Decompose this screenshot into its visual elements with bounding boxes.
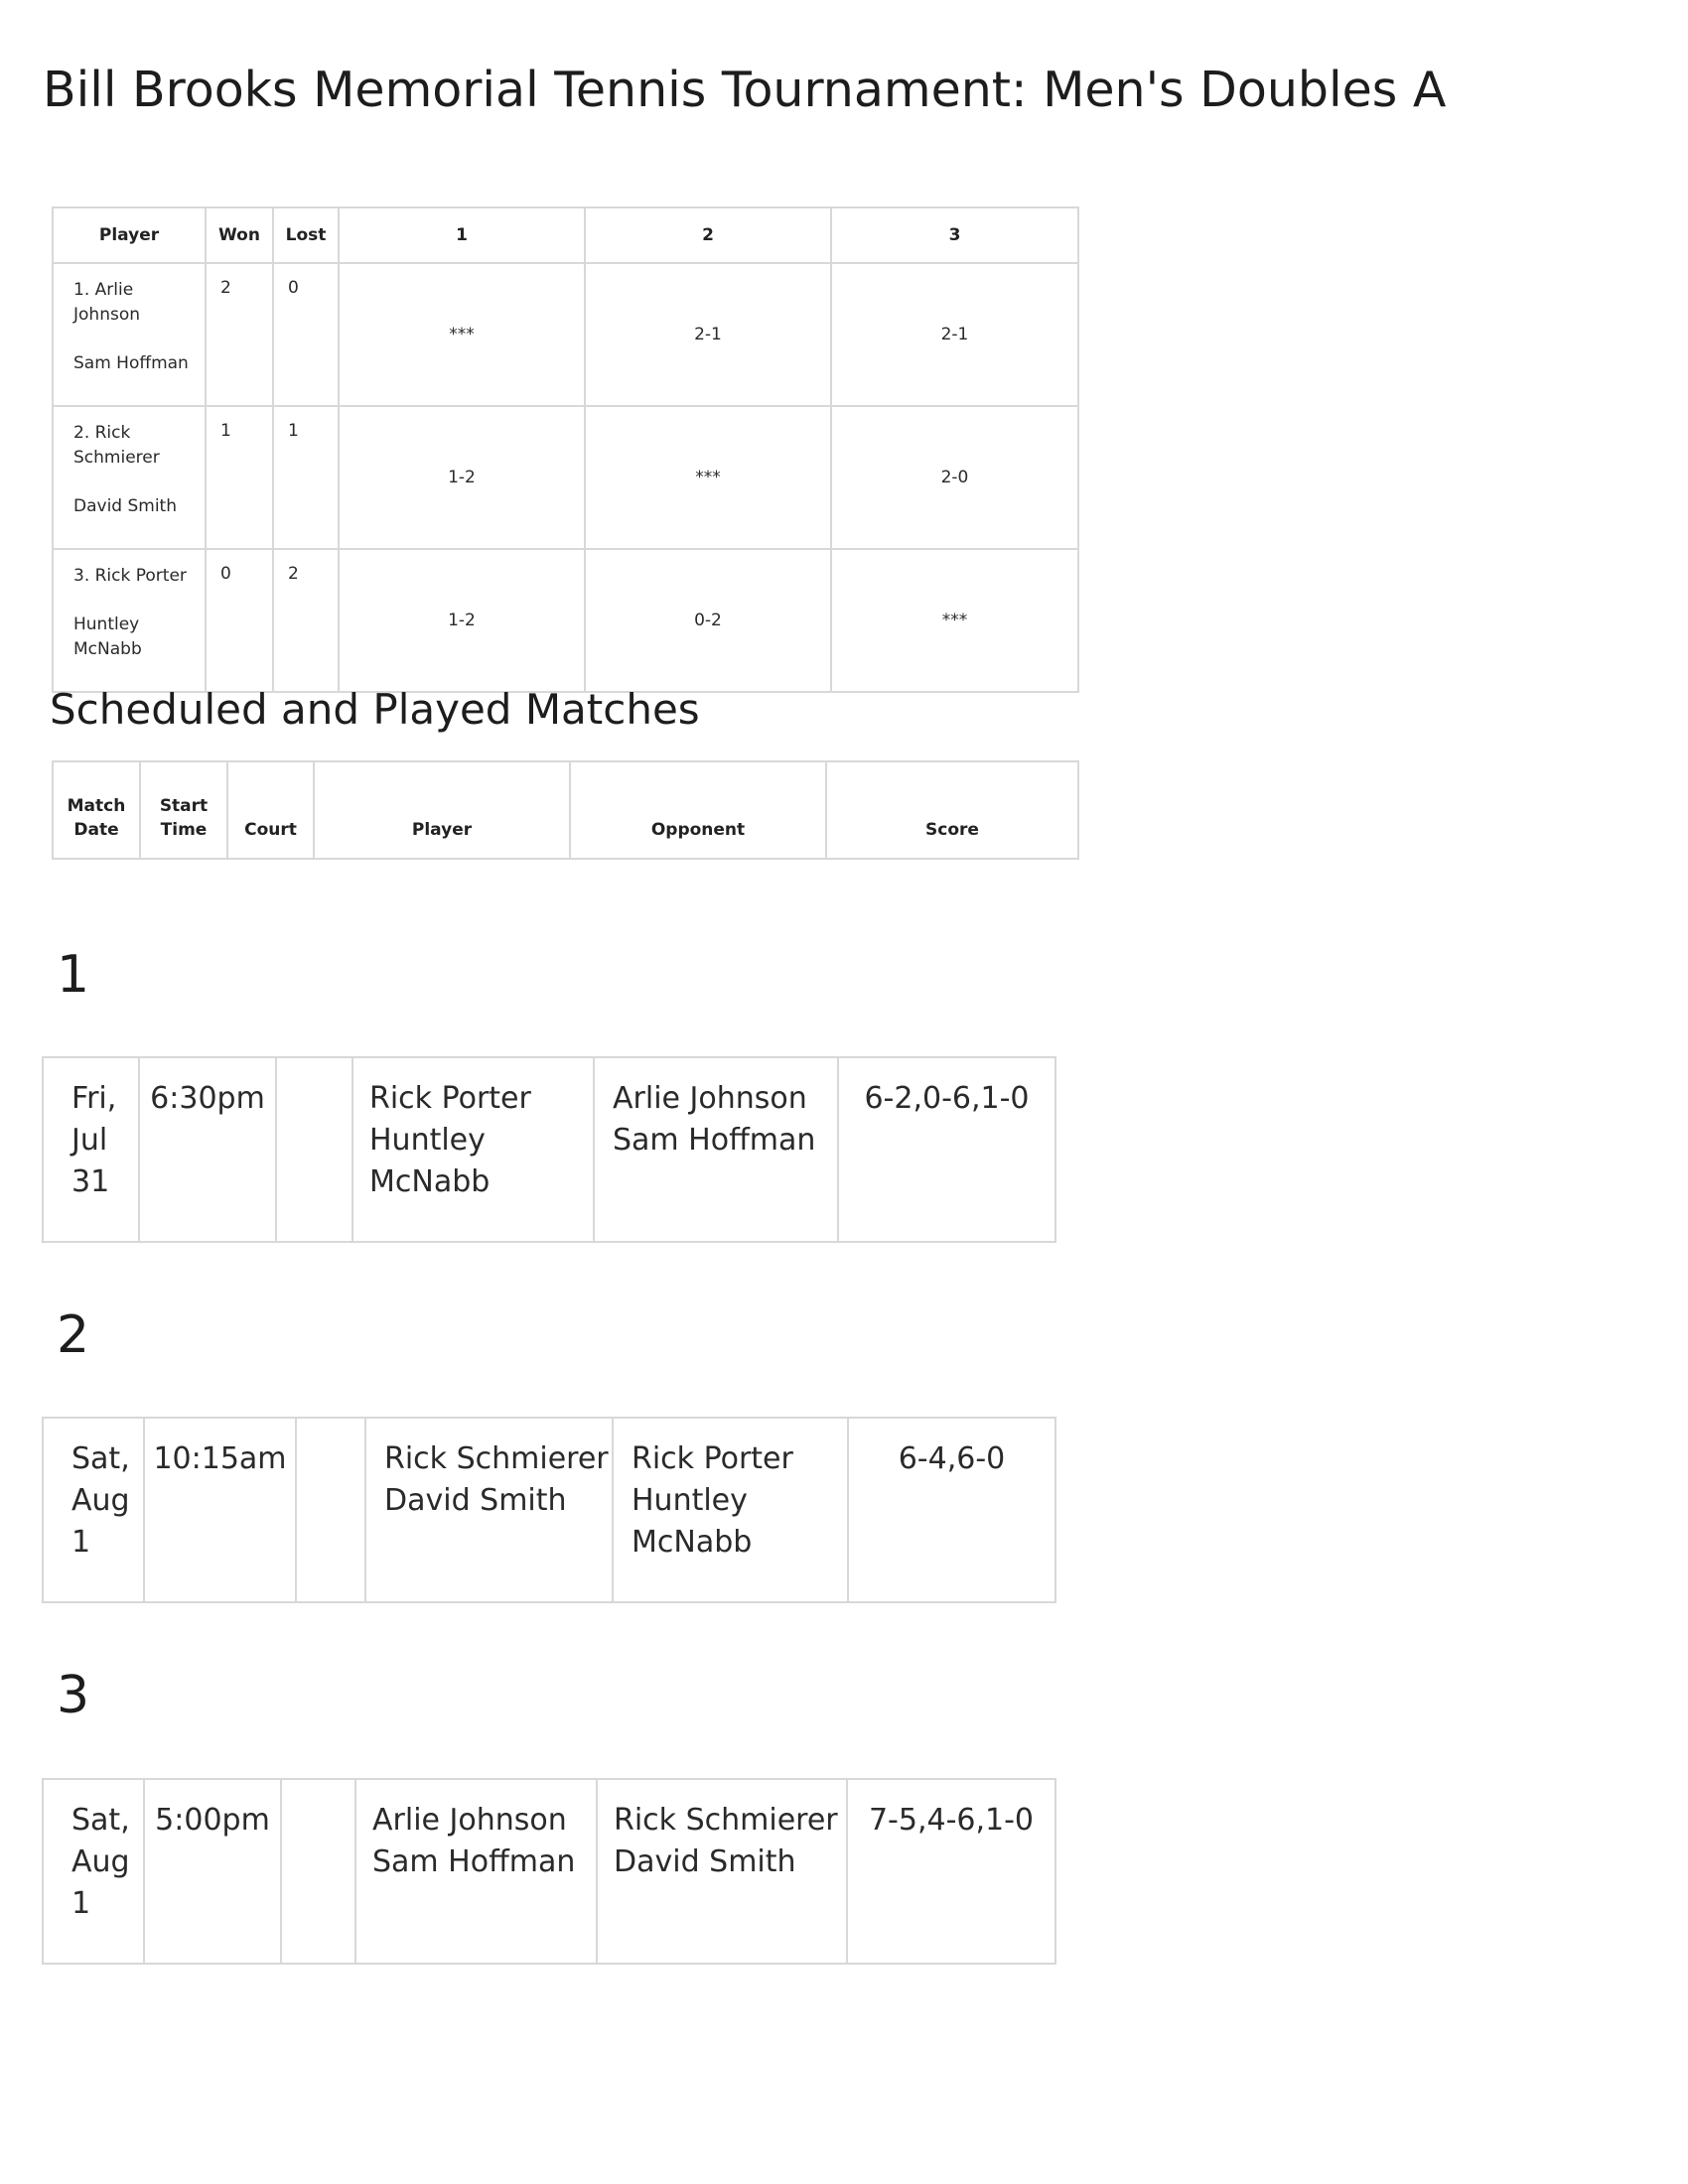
- start-time-cell: 10:15am: [144, 1418, 296, 1602]
- schedule-header-row: [53, 761, 1078, 859]
- partner-name: David Smith: [73, 496, 178, 516]
- player-name: 3. Rick Porter: [73, 566, 187, 586]
- player-name: 2. Rick Schmierer: [73, 423, 160, 468]
- lost-cell: 0: [273, 263, 339, 406]
- round-number: 3: [57, 1666, 90, 1725]
- match-table: [42, 1056, 1056, 1243]
- opponent-line: Huntley: [632, 1483, 748, 1518]
- lost-cell: 2: [273, 549, 339, 692]
- player-cell: [355, 1779, 597, 1964]
- standings-table: [52, 206, 1079, 693]
- header-player: Player: [314, 761, 570, 859]
- header-opponent: Opponent: [570, 761, 826, 859]
- score-cell: 7-5,4-6,1-0: [847, 1779, 1055, 1964]
- won-cell: 1: [206, 406, 273, 549]
- player-line: Huntley: [369, 1123, 486, 1158]
- player-cell: [352, 1057, 594, 1242]
- table-row: [53, 549, 1078, 692]
- player-line: Rick Schmierer: [384, 1441, 609, 1476]
- score-cell: 1-2: [339, 406, 585, 549]
- court-cell: [281, 1779, 355, 1964]
- won-cell: 0: [206, 549, 273, 692]
- header-won: Won: [206, 207, 273, 263]
- score-cell: 0-2: [585, 549, 831, 692]
- match-date-line: 1: [71, 1886, 91, 1921]
- header-round-1: 1: [339, 207, 585, 263]
- match-date-line: 31: [71, 1164, 110, 1199]
- match-date-cell: [43, 1057, 139, 1242]
- match-date-cell: [43, 1779, 144, 1964]
- match-date-cell: [43, 1418, 144, 1602]
- header-round-2: 2: [585, 207, 831, 263]
- start-time-cell: 5:00pm: [144, 1779, 281, 1964]
- header-round-3: 3: [831, 207, 1078, 263]
- opponent-line: Rick Schmierer: [614, 1803, 838, 1838]
- player-cell: [53, 263, 206, 406]
- player-cell: [53, 406, 206, 549]
- player-line: Arlie Johnson: [372, 1803, 567, 1838]
- court-cell: [296, 1418, 365, 1602]
- court-cell: [276, 1057, 352, 1242]
- header-player: Player: [53, 207, 206, 263]
- header-match-date-line: Date: [73, 820, 119, 840]
- header-match-date-line: Match: [67, 796, 126, 816]
- header-match-date: [53, 761, 140, 859]
- header-court: Court: [227, 761, 314, 859]
- header-score: Score: [826, 761, 1078, 859]
- header-start-time: [140, 761, 227, 859]
- match-date-line: Aug: [71, 1483, 130, 1518]
- round-number: 2: [57, 1305, 90, 1365]
- won-cell: 2: [206, 263, 273, 406]
- score-cell: 2-0: [831, 406, 1078, 549]
- player-line: Sam Hoffman: [372, 1844, 576, 1879]
- player-cell: [365, 1418, 613, 1602]
- player-cell: [53, 549, 206, 692]
- match-table: [42, 1417, 1056, 1603]
- match-date-line: Jul: [71, 1123, 108, 1158]
- schedule-section-title: Scheduled and Played Matches: [50, 685, 700, 734]
- player-line: David Smith: [384, 1483, 567, 1518]
- match-date-line: Fri,: [71, 1081, 117, 1116]
- round-number: 1: [57, 945, 90, 1005]
- score-cell: 2-1: [585, 263, 831, 406]
- table-row: [43, 1779, 1055, 1964]
- score-cell: 6-4,6-0: [848, 1418, 1055, 1602]
- score-cell: 1-2: [339, 549, 585, 692]
- match-table: [42, 1778, 1056, 1965]
- opponent-line: David Smith: [614, 1844, 796, 1879]
- opponent-cell: [594, 1057, 838, 1242]
- match-date-line: Aug: [71, 1844, 130, 1879]
- table-row: [43, 1057, 1055, 1242]
- score-cell: ***: [831, 549, 1078, 692]
- player-line: Rick Porter: [369, 1081, 531, 1116]
- score-cell: 6-2,0-6,1-0: [838, 1057, 1055, 1242]
- opponent-cell: [597, 1779, 847, 1964]
- table-row: [53, 263, 1078, 406]
- match-date-line: 1: [71, 1525, 91, 1560]
- header-lost: Lost: [273, 207, 339, 263]
- match-date-line: Sat,: [71, 1441, 130, 1476]
- opponent-line: Rick Porter: [632, 1441, 793, 1476]
- player-line: McNabb: [369, 1164, 491, 1199]
- table-row: [53, 406, 1078, 549]
- match-date-line: Sat,: [71, 1803, 130, 1838]
- header-start-time-line: Start: [159, 796, 209, 816]
- start-time-cell: 6:30pm: [139, 1057, 276, 1242]
- standings-header-row: [53, 207, 1078, 263]
- partner-name: Huntley McNabb: [73, 614, 142, 659]
- player-name: 1. Arlie Johnson: [73, 280, 140, 325]
- opponent-line: Arlie Johnson: [613, 1081, 807, 1116]
- page-title: Bill Brooks Memorial Tennis Tournament: Men's Doubles A: [43, 62, 1447, 118]
- opponent-cell: [613, 1418, 848, 1602]
- opponent-line: McNabb: [632, 1525, 753, 1560]
- opponent-line: Sam Hoffman: [613, 1123, 816, 1158]
- header-start-time-line: Time: [160, 820, 208, 840]
- schedule-header-table: [52, 760, 1079, 860]
- lost-cell: 1: [273, 406, 339, 549]
- table-row: [43, 1418, 1055, 1602]
- score-cell: ***: [339, 263, 585, 406]
- score-cell: 2-1: [831, 263, 1078, 406]
- score-cell: ***: [585, 406, 831, 549]
- partner-name: Sam Hoffman: [73, 353, 189, 373]
